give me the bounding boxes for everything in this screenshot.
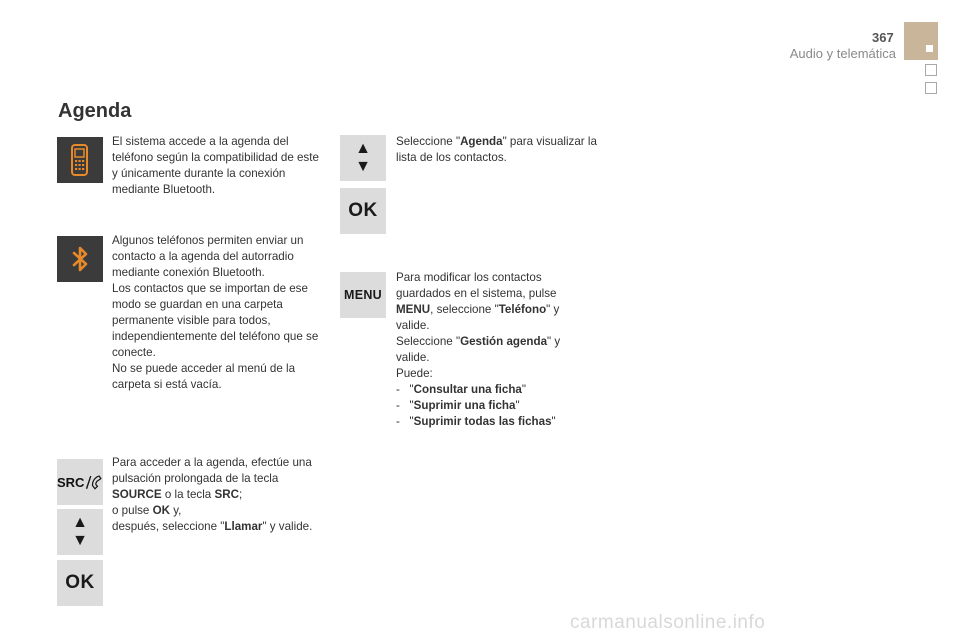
page-title: Agenda [58,100,132,122]
import-line: No se puede acceder al menú de la carpeta si está vacía. [112,362,296,391]
arrow-up-icon: ▲ [355,140,371,157]
chapter-tab-marker [926,45,933,52]
access-paragraph: Para acceder a la agenda, efectúe una pulsación prolongada de la tecla SOURCE o la tecla SRC; o pulse OK y, después, seleccione "Llamar" y valide. [112,456,313,533]
ok-label: OK [348,200,378,221]
phone-handset-icon [84,471,103,493]
arrow-down-icon: ▼ [72,532,88,549]
intro-paragraph: El sistema accede a la agenda del teléfono según la compatibilidad de este y únicamente durante la conexión mediante Bluetooth. [112,135,319,196]
watermark: carmanualsonline.info [570,612,766,633]
chapter-tab [904,22,938,60]
phone-icon [57,137,103,183]
option-dash: - [396,415,400,428]
select-agenda-paragraph: Seleccione "Agenda" para visualizar la lista de los contactos. [396,135,597,164]
section-title: Audio y telemática [789,46,896,61]
ok-button[interactable] [340,188,386,234]
arrow-down-icon: ▼ [355,158,371,175]
chapter-box [925,82,937,94]
up-down-buttons[interactable] [340,135,386,181]
import-line: Los contactos que se importan de ese modo se guardan en una carpeta permanente visible para todos, independientemente del teléfono que se conecte. [112,282,319,359]
chapter-box [925,64,937,76]
bluetooth-icon [57,236,103,282]
import-line: Algunos teléfonos permiten enviar un contacto a la agenda del autorradio mediante conexión Bluetooth. [112,234,304,279]
option-suprimir: Suprimir una ficha [413,399,516,412]
menu-label: MENU [343,288,382,302]
option-consultar: Consultar una ficha [413,383,522,396]
menu-button[interactable] [340,272,386,318]
up-down-buttons[interactable] [57,509,103,555]
option-dash: - [396,399,400,412]
modify-contacts-paragraph: Para modificar los contactos guardados en el sistema, pulse MENU, seleccione "Teléfono" y valide. Seleccione "Gestión agenda" y valide. Puede: - "Consultar una ficha" - "Suprimir una ficha" - "Suprimir todas las fichas" [396,271,561,428]
page-number: 367 [872,30,894,45]
arrow-up-icon: ▲ [72,514,88,531]
option-dash: - [396,383,400,396]
ok-label: OK [65,572,95,593]
option-suprimir-todas: Suprimir todas las fichas [413,415,552,428]
import-paragraph [112,233,324,393]
ok-button[interactable] [57,560,103,606]
src-phone-button[interactable] [57,459,103,505]
src-label: SRC [57,474,85,490]
